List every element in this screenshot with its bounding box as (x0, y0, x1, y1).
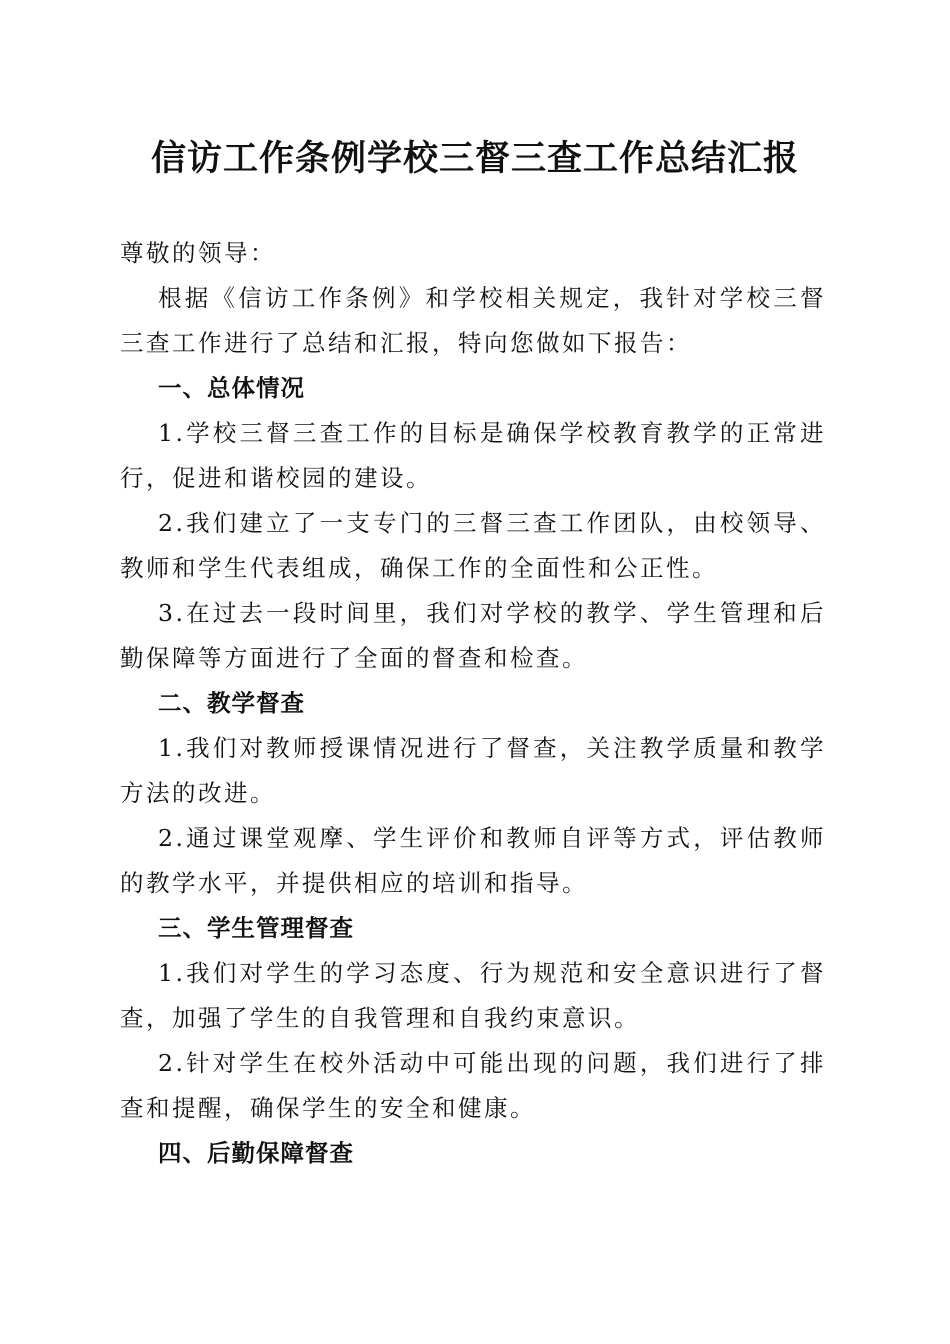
document-title: 信访工作条例学校三督三查工作总结汇报 (150, 138, 799, 179)
list-item: 2.针对学生在校外活动中可能出现的问题，我们进行了排查和提醒，确保学生的安全和健康。 (120, 1049, 826, 1122)
section-heading-overview: 一、总体情况 (158, 374, 305, 402)
list-item: 3.在过去一段时间里，我们对学校的教学、学生管理和后勤保障等方面进行了全面的督查和检查。 (120, 599, 826, 672)
section-heading-student-management: 三、学生管理督查 (158, 914, 354, 942)
section-heading-teaching: 二、教学督查 (158, 689, 305, 717)
section-heading-logistics: 四、后勤保障督查 (158, 1139, 354, 1167)
list-item: 1.我们对教师授课情况进行了督查，关注教学质量和教学方法的改进。 (120, 734, 826, 807)
document-body (120, 231, 826, 1176)
list-item: 2.通过课堂观摩、学生评价和教师自评等方式，评估教师的教学水平，并提供相应的培训和指导。 (120, 824, 826, 897)
salutation: 尊敬的领导： (120, 239, 276, 267)
intro-paragraph: 根据《信访工作条例》和学校相关规定，我针对学校三督三查工作进行了总结和汇报，特向您做如下报告： (120, 284, 826, 357)
list-item: 2.我们建立了一支专门的三督三查工作团队，由校领导、教师和学生代表组成，确保工作的全面性和公正性。 (120, 509, 826, 582)
list-item: 1.我们对学生的学习态度、行为规范和安全意识进行了督查，加强了学生的自我管理和自我约束意识。 (120, 959, 826, 1032)
list-item: 1.学校三督三查工作的目标是确保学校教育教学的正常进行，促进和谐校园的建设。 (120, 419, 826, 492)
